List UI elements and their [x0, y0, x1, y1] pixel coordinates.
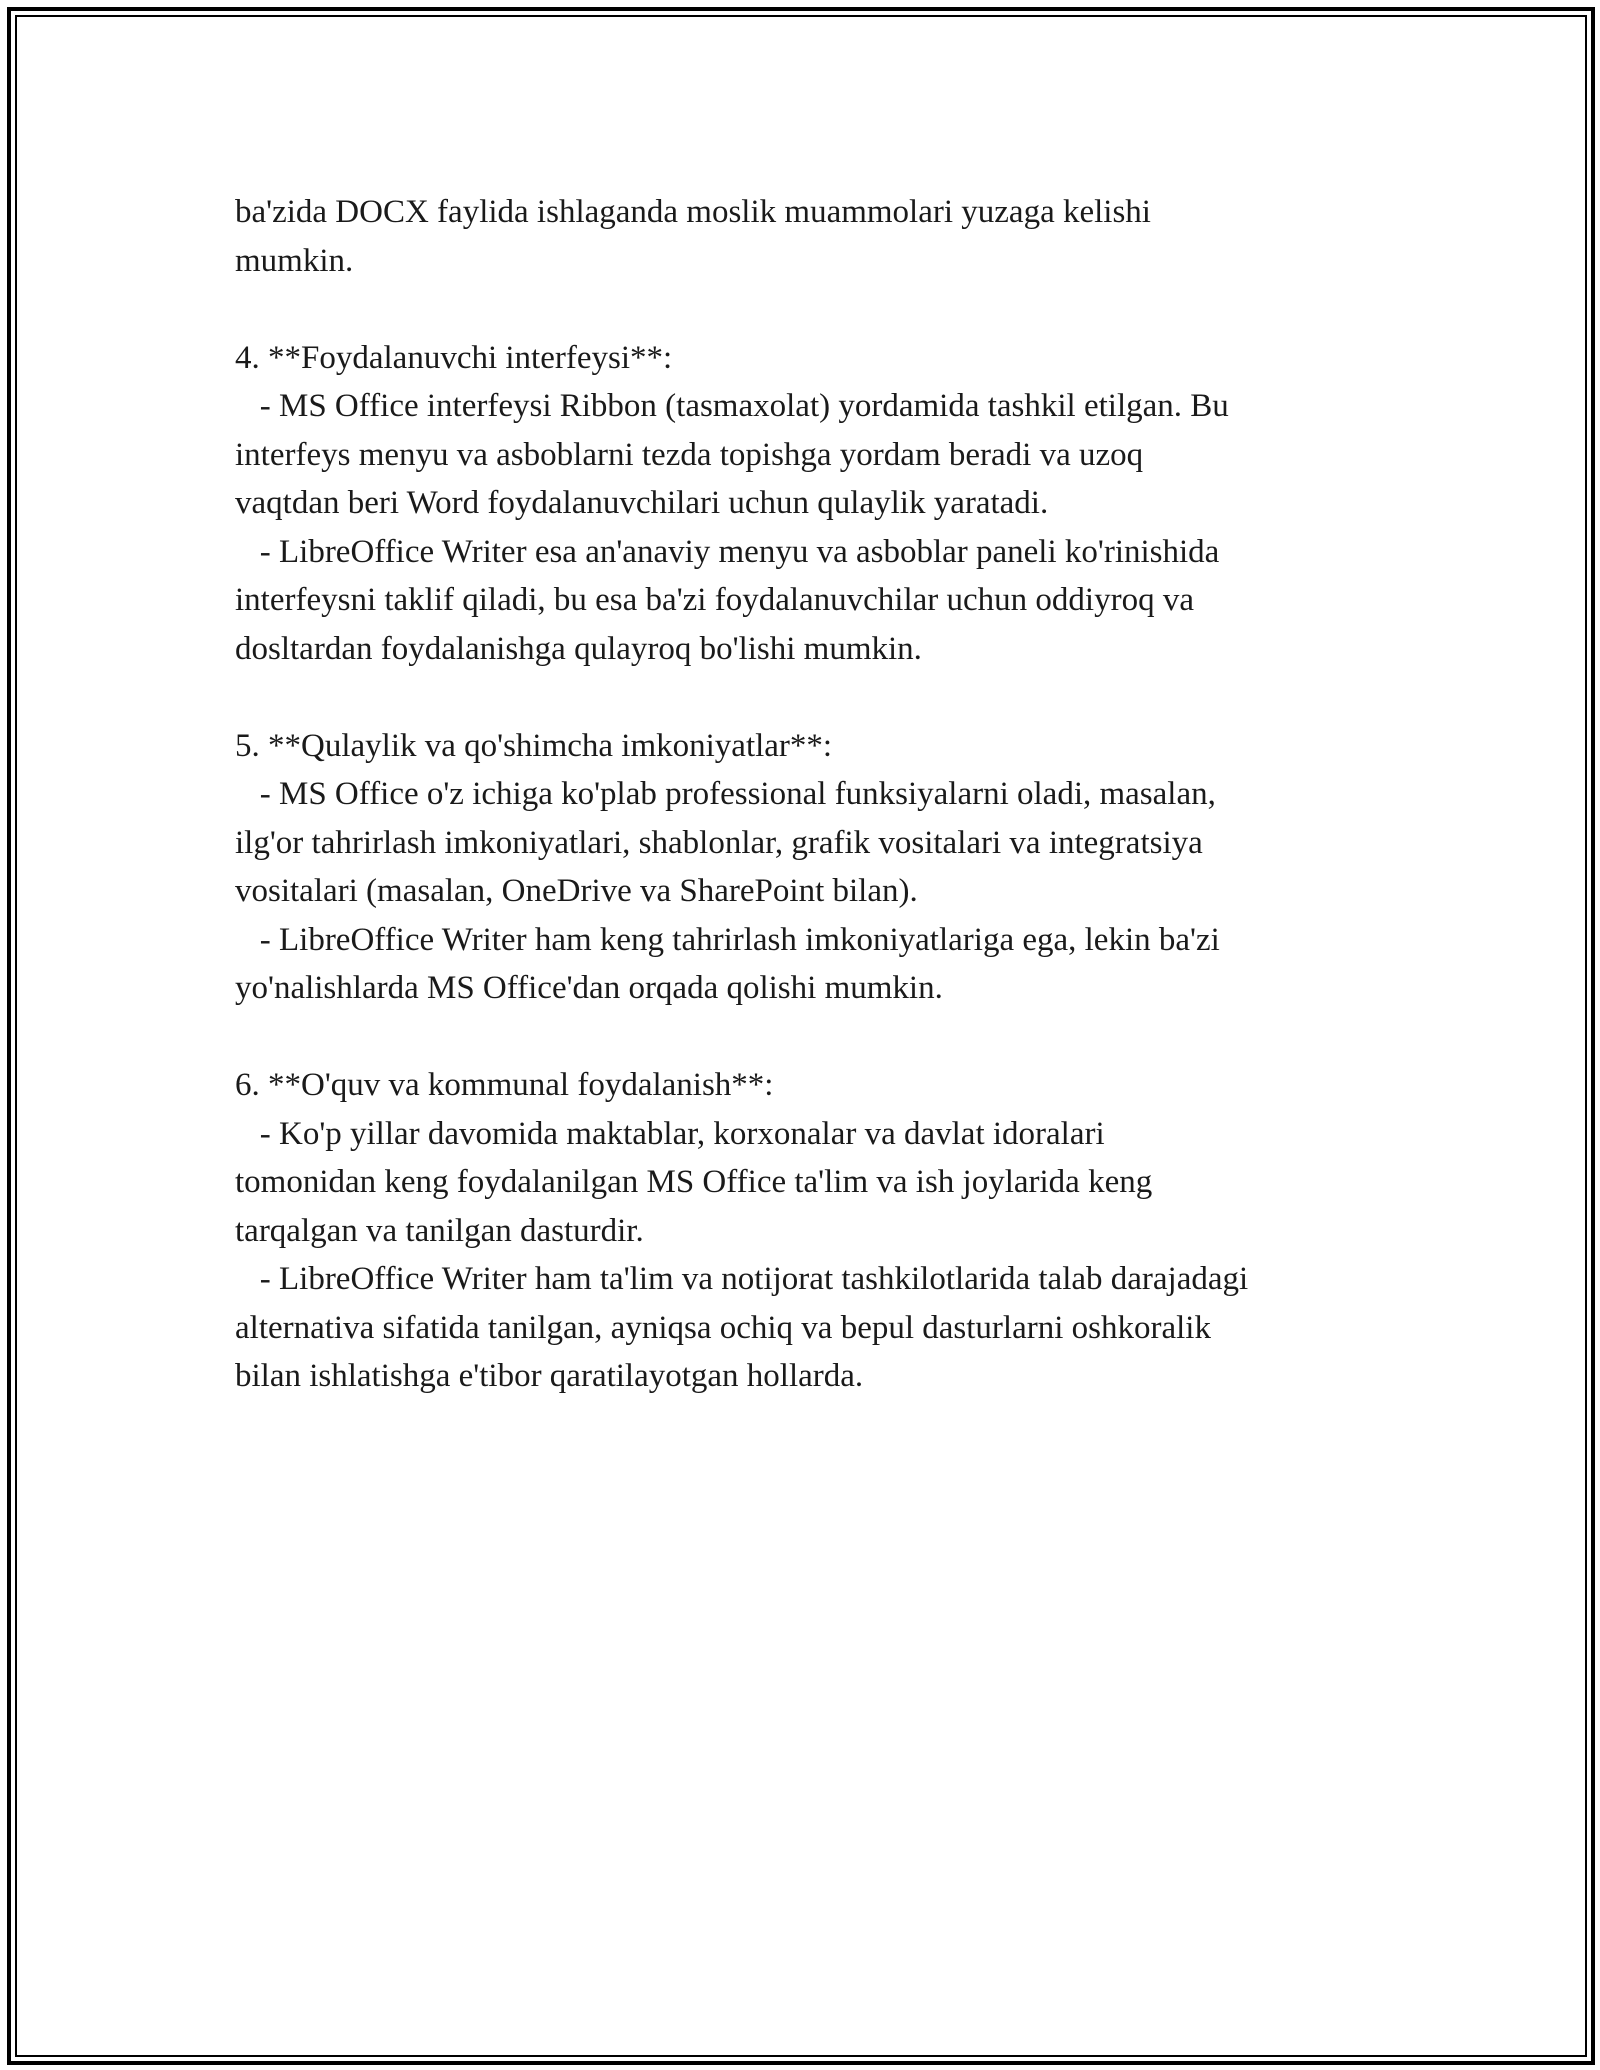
text-line: interfeys menyu va asboblarni tezda topishga yordam beradi va uzoq: [235, 436, 1144, 473]
paragraph-gap: [235, 285, 1395, 334]
text-line: - LibreOffice Writer ham keng tahrirlash imkoniyatlariga ega, lekin ba'zi: [235, 921, 1220, 958]
text-line: ilg'or tahrirlash imkoniyatlari, shablonlar, grafik vositalari va integratsiya: [235, 824, 1203, 861]
text-line: vaqtdan beri Word foydalanuvchilari uchun qulaylik yaratadi.: [235, 485, 1049, 521]
text-line: tarqalgan va tanilgan dasturdir.: [235, 1212, 644, 1249]
text-line: vositalari (masalan, OneDrive va SharePoint bilan).: [235, 873, 918, 909]
text-line: yo'nalishlarda MS Office'dan orqada qolishi mumkin.: [235, 970, 943, 1006]
text-line: - LibreOffice Writer esa an'anaviy menyu va asboblar paneli ko'rinishida: [235, 533, 1220, 570]
paragraph-gap: [235, 1013, 1395, 1062]
text-line: alternativa sifatida tanilgan, ayniqsa ochiq va bepul dasturlarni oshkoralik: [235, 1309, 1211, 1346]
text-line: interfeysni taklif qiladi, bu esa ba'zi foydalanuvchilar uchun oddiyroq va: [235, 582, 1194, 618]
paragraph-gap: [235, 673, 1395, 722]
text-line: - MS Office o'z ichiga ko'plab professional funksiyalarni oladi, masalan,: [235, 776, 1216, 812]
text-line: ba'zida DOCX faylida ishlaganda moslik muammolari yuzaga kelishi: [235, 194, 1151, 230]
text-line: - MS Office interfeysi Ribbon (tasmaxolat) yordamida tashkil etilgan. Bu: [235, 388, 1229, 424]
section-heading: 6. **O'quv va kommunal foydalanish**:: [235, 1067, 774, 1103]
text-line: - Ko'p yillar davomida maktablar, korxonalar va davlat idoralari: [235, 1115, 1105, 1152]
text-line: dosltardan foydalanishga qulayroq bo'lishi mumkin.: [235, 630, 922, 667]
section-heading: 5. **Qulaylik va qo'shimcha imkoniyatlar**:: [235, 727, 833, 764]
text-line: tomonidan keng foydalanilgan MS Office ta'lim va ish joylarida keng: [235, 1164, 1153, 1200]
text-line: bilan ishlatishga e'tibor qaratilayotgan hollarda.: [235, 1358, 864, 1394]
text-line: mumkin.: [235, 242, 354, 279]
text-line: - LibreOffice Writer ham ta'lim va notijorat tashkilotlarida talab darajadagi: [235, 1261, 1249, 1297]
section-heading: 4. **Foydalanuvchi interfeysi**:: [235, 339, 673, 376]
document-body: [235, 188, 1395, 1401]
